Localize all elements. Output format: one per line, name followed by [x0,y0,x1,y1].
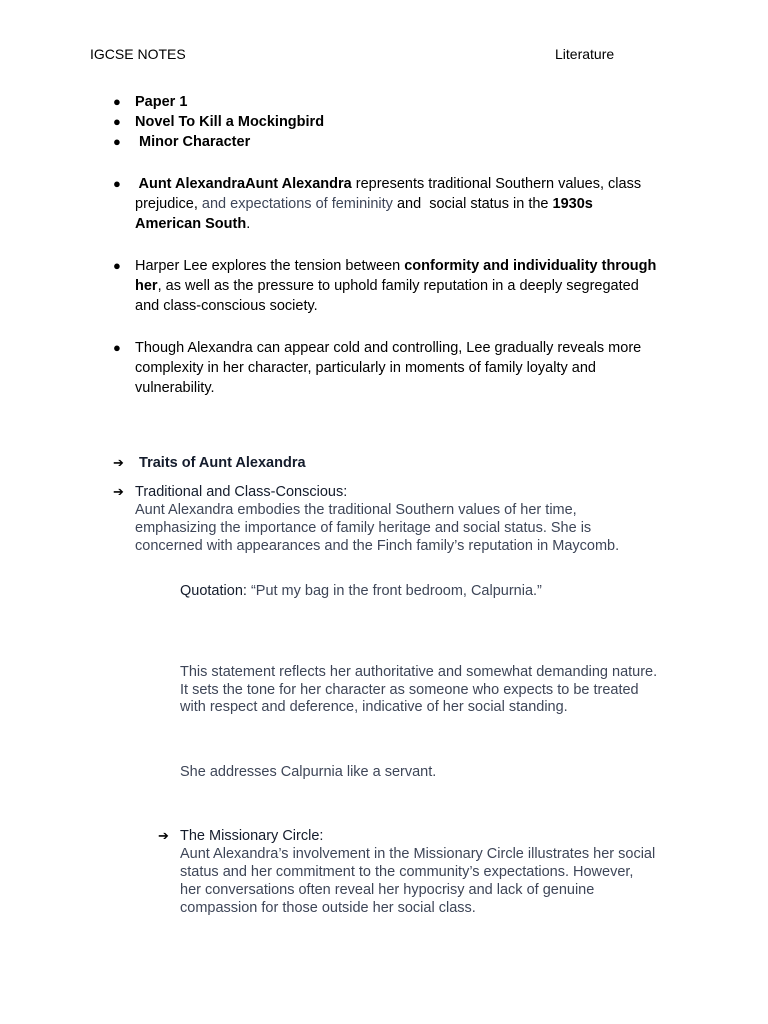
text: Harper Lee explores the tension between [135,258,405,274]
analysis-line: It sets the tone for her character as someone who expects to be treated [180,682,639,698]
servant-note: She addresses Calpurnia like a servant. [180,764,437,780]
paragraph-line: status and her commitment to the community’s expectations. However, [180,864,634,880]
subsection-heading: The Missionary Circle: [180,828,324,844]
bullet-icon: ● [113,340,121,355]
bullet-icon: ● [113,176,121,191]
header-right: Literature [555,46,615,62]
section-heading: Traits of Aunt Alexandra [135,455,306,471]
list-item: Minor Character [135,134,251,150]
arrow-right-icon: ➔ [113,484,124,499]
bullet-icon: ● [113,94,121,109]
character-name: Aunt AlexandraAunt Alexandra [135,176,352,192]
text-highlight: and expectations of femininity [201,196,393,212]
analysis-line: with respect and deference, indicative of her social standing. [180,699,568,715]
text-bold: conformity and individuality through [404,258,657,274]
paragraph-line: Aunt Alexandra embodies the traditional Southern values of her time, [135,502,577,518]
quote-text: “Put my bag in the front bedroom, Calpurnia.” [250,583,542,599]
text: prejudice, [135,196,202,212]
arrow-right-icon: ➔ [113,455,124,470]
paragraph-line: emphasizing the importance of family heritage and social status. She is [135,520,592,536]
bullet-icon: ● [113,114,121,129]
text: represents traditional Southern values, class [351,176,642,192]
paragraph-line: her conversations often reveal her hypocrisy and lack of genuine [180,882,595,898]
analysis-line: This statement reflects her authoritative and somewhat demanding nature. [180,664,658,680]
text-bold: her [135,278,158,294]
bullet-icon: ● [113,134,121,149]
paragraph-line: concerned with appearances and the Finch family’s reputation in Maycomb. [135,538,620,554]
list-item: Novel To Kill a Mockingbird [135,114,325,130]
list-item: Paper 1 [135,94,188,110]
text: and social status in the [392,196,553,212]
text: and class-conscious society. [135,298,318,314]
quote-label: Quotation: [180,583,251,599]
text: . [246,216,251,232]
paragraph-line: Aunt Alexandra’s involvement in the Missionary Circle illustrates her social [180,846,656,862]
text-bold: 1930s [552,196,593,212]
paragraph-line: compassion for those outside her social class. [180,900,476,916]
text: vulnerability. [135,380,215,396]
text: , as well as the pressure to uphold family reputation in a deeply segregated [157,278,639,294]
text: complexity in her character, particularly in moments of family loyalty and [135,360,596,376]
text: Though Alexandra can appear cold and controlling, Lee gradually reveals more [135,340,642,356]
subsection-heading: Traditional and Class-Conscious: [135,484,348,500]
bullet-icon: ● [113,258,121,273]
header-left: IGCSE NOTES [90,46,186,62]
arrow-right-icon: ➔ [158,828,169,843]
text-bold: American South [135,216,247,232]
